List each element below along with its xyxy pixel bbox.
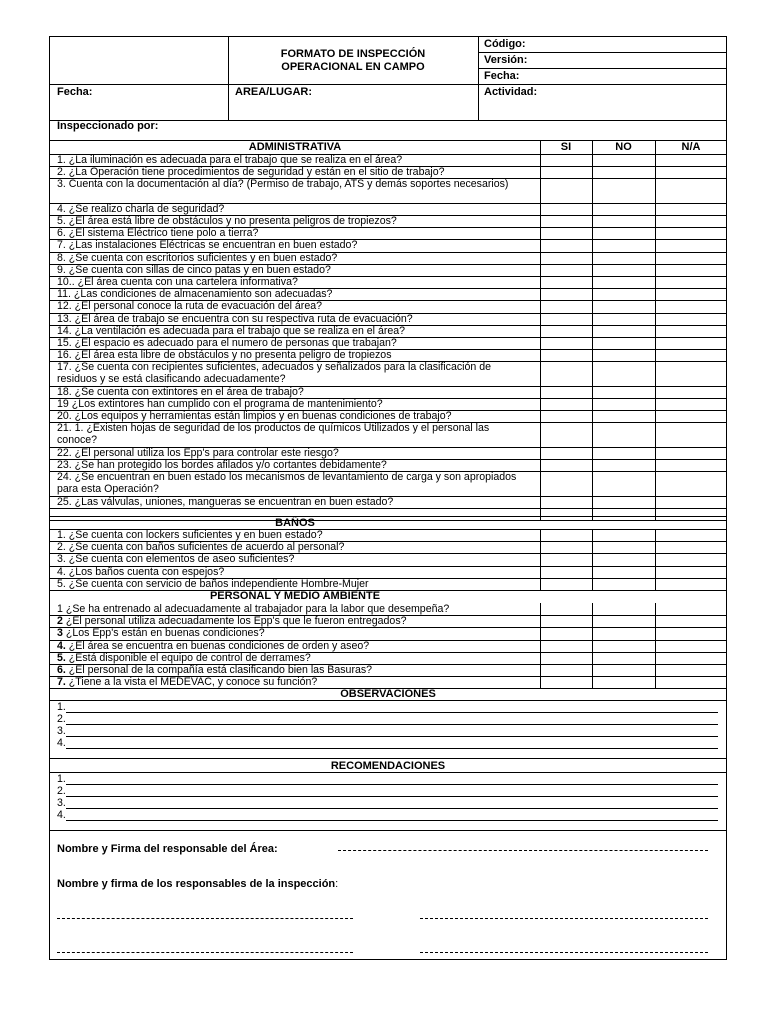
fecha-field[interactable]: Fecha: (57, 86, 93, 98)
checklist-item: 3. Cuenta con la documentación al día? (Permiso de trabajo, ATS y demás soportes necesarios) (57, 178, 509, 191)
checklist-item: 11. ¿Las condiciones de almacenamiento son adecuadas? (57, 288, 333, 301)
checklist-item: 23. ¿Se han protegido los bordes afilados y/o cortantes debidamente? (57, 459, 387, 471)
checklist-item: 14. ¿La ventilación es adecuada para el trabajo que se realiza en el área? (57, 324, 406, 337)
checklist-item: 21. 1. ¿Existen hojas de seguridad de los productos de químicos Utilizados y el personal las conoce? (57, 422, 490, 446)
inspector-signature-line-3[interactable] (57, 952, 353, 953)
personal-item-number: 2 (57, 615, 63, 628)
responsables-inspeccion-label: Nombre y firma de los responsables de la inspección: (57, 878, 339, 890)
observaciones-line-number: 4. (57, 737, 66, 749)
checklist-item: 8. ¿Se cuenta con escritorios suficientes y en buen estado? (57, 251, 338, 264)
inspector-signature-line-1[interactable] (57, 918, 353, 919)
personal-item (57, 677, 317, 689)
observaciones-line-number: 2. (57, 713, 66, 725)
recomendaciones-line-number: 4. (57, 809, 66, 821)
personal-item-text: ¿Los Epp's están en buenas condiciones? (62, 627, 265, 640)
banos-item: 5. ¿Se cuenta con servicio de baños independiente Hombre-Mujer (57, 577, 369, 590)
banos-item: 3. ¿Se cuenta con elementos de aseo suficientes? (57, 553, 295, 566)
banos-item: 2. ¿Se cuenta con baños suficientes de acuerdo al personal? (57, 541, 345, 554)
checklist-item: 2. ¿La Operación tiene procedimientos de seguridad y están en el sitio de trabajo? (57, 166, 445, 179)
observaciones-line[interactable] (57, 713, 718, 725)
recomendaciones-line[interactable] (57, 785, 718, 797)
area-field[interactable]: AREA/LUGAR: (235, 86, 312, 98)
personal-item (57, 628, 265, 640)
recomendaciones-line[interactable] (57, 773, 718, 785)
personal-item-text: ¿Se ha entrenado al adecuadamente al trabajador para la labor que desempeña? (62, 603, 450, 615)
recomendaciones-line[interactable] (57, 797, 718, 809)
checklist-item: 10.. ¿El área cuenta con una cartelera informativa? (57, 276, 298, 288)
observaciones-line[interactable] (57, 725, 718, 737)
recomendaciones-line-number: 2. (57, 785, 66, 797)
checklist-item: 1. ¿La iluminación es adecuada para el trabajo que se realiza en el área? (57, 154, 403, 166)
observaciones-line-number: 1. (57, 701, 66, 713)
personal-item (57, 641, 369, 653)
personal-item-text: ¿Está disponible el equipo de control de derrames? (65, 651, 311, 664)
personal-header: PERSONAL Y MEDIO AMBIENTE (209, 590, 381, 602)
recomendaciones-line-number: 3. (57, 797, 66, 809)
personal-item-text: ¿El personal de la compañía está clasificando bien las Basuras? (65, 664, 373, 676)
personal-item-number: 6. (57, 664, 66, 676)
personal-item (57, 604, 449, 616)
banos-item: 4. ¿Los baños cuenta con espejos? (57, 565, 225, 578)
checklist-item: 17. ¿Se cuenta con recipientes suficientes, adecuados y señalizados para la clasificación de residuos y se está clasificando adecuadamente? (57, 361, 492, 385)
observaciones-line[interactable] (57, 701, 718, 713)
personal-item (57, 653, 311, 665)
personal-item-text: ¿El área se encuentra en buenas condiciones de orden y aseo? (65, 639, 370, 652)
col-na-header: N/A (681, 141, 701, 153)
checklist-item: 19 ¿Los extintores han cumplido con el programa de mantenimiento? (57, 398, 383, 410)
checklist-item: 16. ¿El área esta libre de obstáculos y no presenta peligro de tropiezos (57, 349, 392, 362)
observaciones-line[interactable] (57, 737, 718, 749)
checklist-item: 13. ¿El área de trabajo se encuentra con su respectiva ruta de evacuación? (57, 312, 413, 325)
checklist-item: 20. ¿Los equipos y herramientas están limpios y en buenas condiciones de trabajo? (57, 410, 452, 423)
col-no-header: NO (615, 141, 632, 153)
checklist-item: 15. ¿El espacio es adecuado para el numero de personas que trabajan? (57, 337, 397, 349)
personal-item (57, 665, 372, 677)
banos-item: 1. ¿Se cuenta con lockers suficientes y en buen estado? (57, 529, 323, 541)
recomendaciones-line-number: 1. (57, 773, 66, 785)
checklist-item: 6. ¿El sistema Eléctrico tiene polo a tierra? (57, 227, 259, 240)
checklist-item: 7. ¿Las instalaciones Eléctricas se encuentran en buen estado? (57, 239, 358, 252)
responsable-area-signature-line[interactable] (338, 850, 708, 851)
observaciones-line-number: 3. (57, 725, 66, 737)
checklist-item: 22. ¿El personal utiliza los Epp's para controlar este riesgo? (57, 446, 339, 459)
personal-item (57, 616, 407, 628)
inspector-signature-line-4[interactable] (420, 952, 708, 953)
personal-item-number: 1 (57, 603, 63, 615)
form-title-line1: FORMATO DE INSPECCIÓN (280, 48, 426, 60)
version-label: Versión: (484, 54, 528, 66)
actividad-field[interactable]: Actividad: (484, 86, 538, 98)
personal-item-number: 7. (57, 676, 66, 689)
checklist-item: 4. ¿Se realizo charla de seguridad? (57, 202, 225, 215)
personal-item-number: 5. (57, 651, 66, 664)
checklist-item: 9. ¿Se cuenta con sillas de cinco patas y en buen estado? (57, 263, 331, 276)
form-title-line2: OPERACIONAL EN CAMPO (281, 61, 425, 73)
checklist-item: 24. ¿Se encuentran en buen estado los mecanismos de levantamiento de carga y son apropiados para esta Operación? (57, 471, 517, 495)
codigo-label: Código: (484, 38, 526, 50)
recomendaciones-line[interactable] (57, 809, 718, 821)
personal-item-number: 3 (57, 627, 63, 640)
checklist-item: 18. ¿Se cuenta con extintores en el área de trabajo? (57, 385, 304, 398)
administrativa-header: ADMINISTRATIVA (248, 141, 342, 153)
personal-item-text: ¿Tiene a la vista el MEDEVAC, y conoce su función? (65, 676, 318, 689)
responsable-area-label: Nombre y Firma del responsable del Área: (57, 843, 278, 855)
personal-item-number: 4. (57, 639, 66, 652)
observaciones-header: OBSERVACIONES (340, 688, 436, 700)
inspector-signature-line-2[interactable] (420, 918, 708, 919)
checklist-item: 25. ¿Las válvulas, uniones, mangueras se encuentran en buen estado? (57, 495, 394, 508)
recomendaciones-header: RECOMENDACIONES (330, 760, 446, 772)
col-si-header: SI (560, 141, 572, 153)
checklist-item: 12. ¿El personal conoce la ruta de evacuación del área? (57, 300, 323, 313)
inspeccionado-field[interactable]: Inspeccionado por: (57, 120, 159, 132)
banos-header: BAÑOS (275, 517, 315, 529)
personal-item-text: ¿El personal utiliza adecuadamente los Epp's que le fueron entregados? (62, 615, 407, 628)
checklist-item: 5. ¿El área está libre de obstáculos y no presenta peligros de tropiezos? (57, 215, 397, 227)
fecha-doc-label: Fecha: (484, 70, 520, 82)
